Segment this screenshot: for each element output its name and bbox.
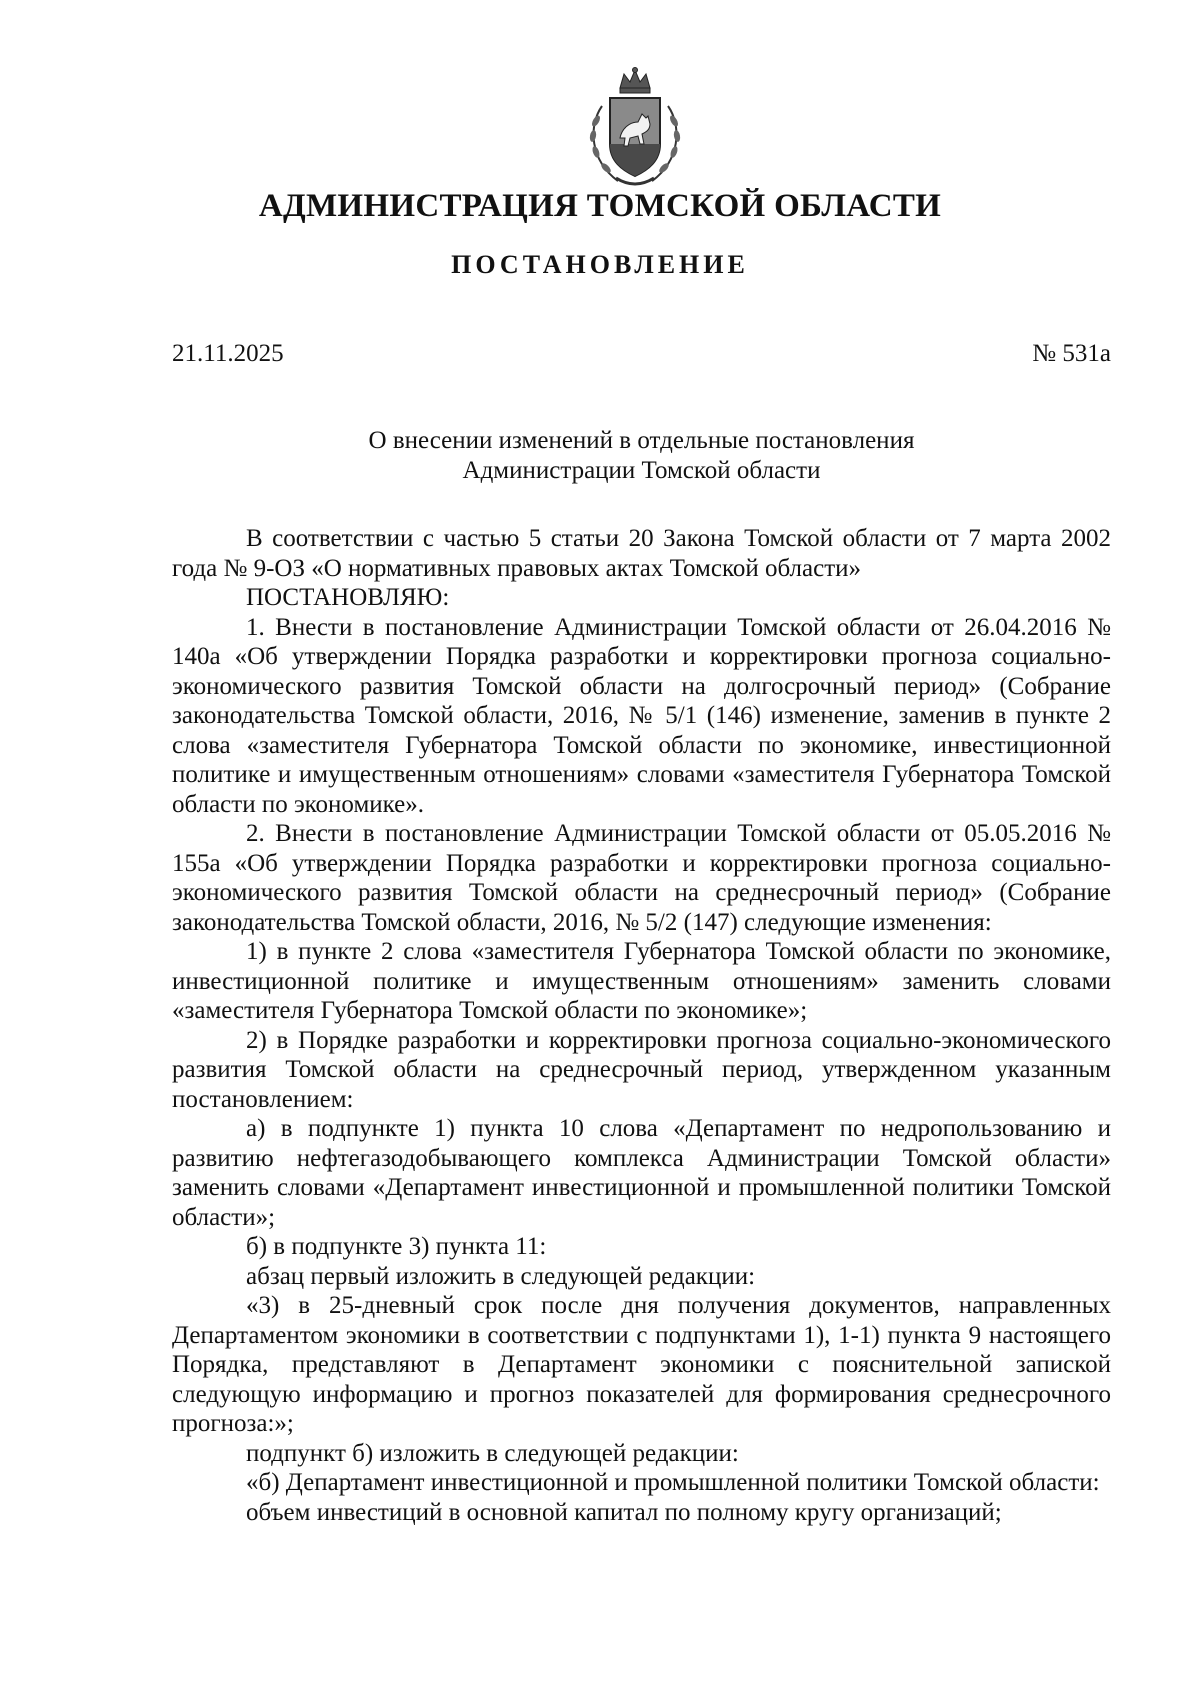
- body-paragraph: «3) в 25-дневный срок после дня получения документов, направленных Департаментом экономики в соответствии с подпунктами 1), 1-1) пункта 9 настоящего Порядка, представляют в Департамент экономики с пояснительной запиской следующую информацию и прогноз показателей для формирования среднесрочного прогноза:»;: [172, 1292, 1111, 1437]
- body-paragraph: 1) в пункте 2 слова «заместителя Губернатора Томской области по экономике, инвестиционной политике и имущественным отношениям» заменить словами «заместителя Губернатора Томской области по экономике»;: [172, 938, 1111, 1024]
- document-subject: [172, 426, 1111, 486]
- body-paragraph: 2) в Порядке разработки и корректировки прогноза социально-экономического развития Томской области на среднесрочный период, утвержденном указанным постановлением:: [172, 1026, 1111, 1113]
- body-paragraph: подпункт б) изложить в следующей редакции:: [246, 1439, 739, 1467]
- resolve-heading: ПОСТАНОВЛЯЮ:: [246, 584, 450, 611]
- subject-line: О внесении изменений в отдельные постановления: [368, 427, 915, 454]
- document-type: ПОСТАНОВЛЕНИЕ: [451, 250, 749, 279]
- body-paragraph: 1. Внести в постановление Администрации Томской области от 26.04.2016 № 140а «Об утверждении Порядка разработки и корректировки прогноза социально-экономического развития Томской области на долгосрочный период» (Собрание законодательства Томской области, 2016, № 5/1 (146) изменение, заменив в пункте 2 слова «заместителя Губернатора Томской области по экономике, инвестиционной политике и имущественным отношениям» словами «заместителя Губернатора Томской области по экономике».: [172, 613, 1111, 818]
- document-number: № 531а: [1032, 340, 1111, 367]
- body-paragraph: а) в подпункте 1) пункта 10 слова «Департамент по недропользованию и развитию нефтегазодобывающего комплекса Администрации Томской области» заменить словами «Департамент инвестиционной и промышленной политики Томской области»;: [172, 1115, 1111, 1231]
- body-paragraph: б) в подпункте 3) пункта 11:: [246, 1233, 547, 1260]
- organization-title: АДМИНИСТРАЦИЯ ТОМСКОЙ ОБЛАСТИ: [258, 188, 942, 224]
- body-paragraph: 2. Внести в постановление Администрации Томской области от 05.05.2016 № 155а «Об утверждении Порядка разработки и корректировки прогноза социально-экономического развития Томской области на среднесрочный период» (Собрание законодательства Томской области, 2016, № 5/2 (147) следующие изменения:: [172, 820, 1111, 936]
- subject-line: Администрации Томской области: [462, 457, 821, 484]
- document-date: 21.11.2025: [172, 340, 284, 367]
- body-paragraph: абзац первый изложить в следующей редакции:: [246, 1262, 756, 1290]
- document-body: [172, 524, 1111, 1527]
- body-paragraph: «б) Департамент инвестиционной и промышленной политики Томской области:: [246, 1469, 1100, 1496]
- coat-of-arms-icon: [580, 66, 690, 196]
- preamble: В соответствии с частью 5 статьи 20 Закона Томской области от 7 марта 2002 года № 9-ОЗ «О нормативных правовых актах Томской области»: [172, 525, 1111, 582]
- body-paragraph: объем инвестиций в основной капитал по полному кругу организаций;: [246, 1498, 1002, 1526]
